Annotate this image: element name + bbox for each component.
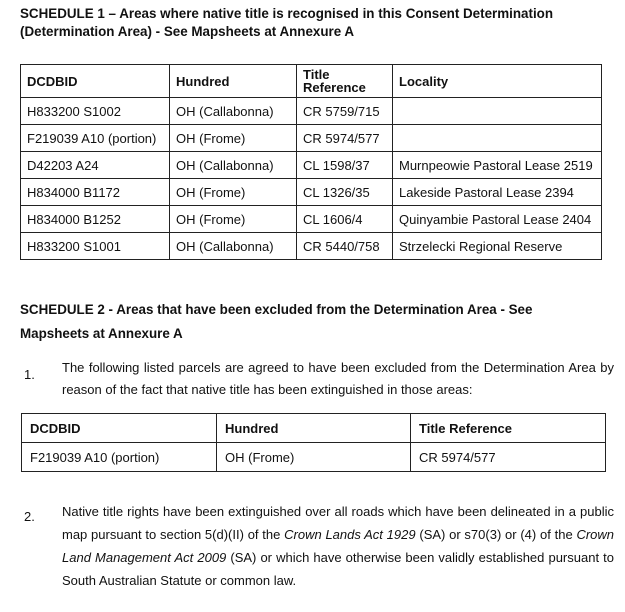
schedule1-title (20, 5, 620, 41)
item2-number: 2. (24, 509, 35, 524)
header-dcdbid: DCDBID (21, 65, 170, 98)
table-header-row (22, 414, 606, 443)
cell-title-reference: CL 1598/37 (297, 152, 393, 179)
header-title-reference: Title Reference (411, 414, 606, 443)
schedule2-title (20, 298, 620, 346)
header-dcdbid: DCDBID (22, 414, 217, 443)
schedule2-title-line2: Mapsheets at Annexure A (20, 326, 183, 341)
item2-act1: Crown Lands Act 1929 (284, 527, 416, 542)
cell-locality: Quinyambie Pastoral Lease 2404 (393, 206, 602, 233)
header-locality: Locality (393, 65, 602, 98)
item2-text-part3: (SA) or which have otherwise been validly established pursuant to South Australian Statute or common law. (62, 550, 614, 588)
item2-act2: Crown Land Management Act 2009 (62, 527, 615, 565)
cell-hundred: OH (Frome) (170, 179, 297, 206)
table-row (21, 206, 602, 233)
cell-locality: Strzelecki Regional Reserve (393, 233, 602, 260)
cell-dcdbid: D42203 A24 (21, 152, 170, 179)
cell-hundred: OH (Frome) (170, 206, 297, 233)
item2-text (62, 500, 614, 592)
cell-dcdbid: F219039 A10 (portion) (22, 443, 217, 472)
cell-dcdbid: H834000 B1172 (21, 179, 170, 206)
table-row (22, 443, 606, 472)
cell-dcdbid: H834000 B1252 (21, 206, 170, 233)
cell-title-reference: CR 5974/577 (411, 443, 606, 472)
table-row (21, 98, 602, 125)
cell-title-reference: CL 1606/4 (297, 206, 393, 233)
cell-title-reference: CR 5974/577 (297, 125, 393, 152)
header-hundred: Hundred (217, 414, 411, 443)
cell-dcdbid: H833200 S1002 (21, 98, 170, 125)
schedule1-title-line2: (Determination Area) - See Mapsheets at Annexure A (20, 24, 355, 39)
cell-title-reference: CR 5759/715 (297, 98, 393, 125)
schedule1-title-line1: SCHEDULE 1 – Areas where native title is recognised in this Consent Determination (20, 6, 554, 21)
cell-locality (393, 98, 602, 125)
cell-locality: Murnpeowie Pastoral Lease 2519 (393, 152, 602, 179)
table-row (21, 179, 602, 206)
item2-text-part1: Native title rights have been extinguished over all roads which have been delineated in a public map pursuant to section 5(d)(II) of the (62, 504, 614, 542)
item1-number: 1. (24, 367, 35, 382)
cell-hundred: OH (Callabonna) (170, 233, 297, 260)
table-row (21, 233, 602, 260)
cell-dcdbid: F219039 A10 (portion) (21, 125, 170, 152)
header-title-reference: Title Reference (297, 65, 393, 98)
cell-hundred: OH (Callabonna) (170, 152, 297, 179)
table-row (21, 125, 602, 152)
cell-title-reference: CL 1326/35 (297, 179, 393, 206)
cell-locality (393, 125, 602, 152)
schedule2-title-line1: SCHEDULE 2 - Areas that have been excluded from the Determination Area - See (20, 302, 533, 317)
schedule1-table (20, 64, 602, 260)
item1-text: The following listed parcels are agreed to have been excluded from the Determination Area by reason of the fact that native title has been extinguished in those areas: (62, 360, 614, 397)
header-hundred: Hundred (170, 65, 297, 98)
item2-text-part2: (SA) or s70(3) or (4) of the (415, 527, 577, 542)
cell-title-reference: CR 5440/758 (297, 233, 393, 260)
cell-hundred: OH (Frome) (170, 125, 297, 152)
cell-dcdbid: H833200 S1001 (21, 233, 170, 260)
table-row (21, 152, 602, 179)
table-header-row (21, 65, 602, 98)
cell-locality: Lakeside Pastoral Lease 2394 (393, 179, 602, 206)
schedule2-table (21, 413, 606, 472)
cell-hundred: OH (Callabonna) (170, 98, 297, 125)
cell-hundred: OH (Frome) (217, 443, 411, 472)
